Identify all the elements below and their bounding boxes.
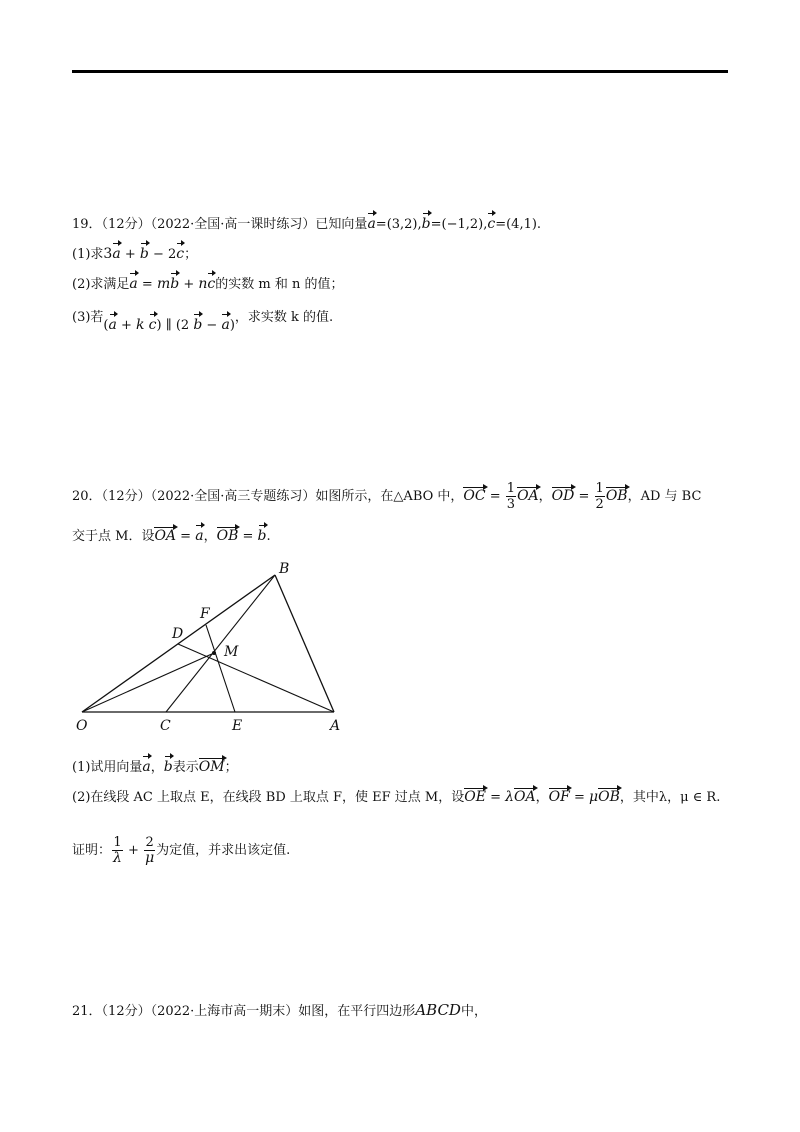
q20-part1: (1)试用向量a，b表示OM；: [72, 759, 238, 775]
label-b: B: [279, 561, 290, 577]
segment-ef: [206, 625, 235, 712]
q19-part3: (3)若(a + k c) ∥ (2 b − a)，求实数 k 的值.: [72, 310, 334, 333]
segment-ob: [82, 575, 275, 712]
label-d: D: [172, 626, 184, 642]
segment-om: [82, 653, 214, 712]
label-f: F: [200, 606, 210, 622]
label-o: O: [76, 718, 88, 734]
q21-intro: 21．（12分）（2022·上海市高一期末）如图，在平行四边形ABCD中，: [72, 1001, 487, 1019]
q19-part2: (2)求满足a = mb + nc的实数 m 和 n 的值；: [72, 276, 344, 292]
segment-ad: [178, 644, 334, 712]
point-m: [212, 651, 216, 655]
q20-part2: (2)在线段 AC 上取点 E，在线段 BD 上取点 F，使 EF 过点 M，设OE = λOA，OF = μOB，其中λ，μ ∈ R.: [72, 789, 721, 805]
segment-bc: [166, 575, 275, 712]
label-a: A: [330, 718, 341, 734]
segment-ab: [275, 575, 334, 712]
triangle-diagram: [72, 558, 372, 738]
label-m: M: [224, 644, 239, 660]
q19-part1: (1)求3a + b − 2c；: [72, 246, 198, 262]
q20-proof: 证明： $\frac{1}{\lambda}$ + $\frac{2}{\mu}$ 为定值，并求出该定值.: [72, 835, 291, 866]
label-c: C: [160, 718, 171, 734]
header-rule: [72, 70, 728, 73]
q19-intro: 19．（12分）（2022·全国·高一课时练习）已知向量a=(3,2),b=(−1,2),c=(4,1).: [72, 216, 542, 232]
q20-intro: 20．（12分）（2022·全国·高三专题练习）如图所示，在△ABO 中，OC = $\frac{1}{3}$ OA，OD = $\frac{1}{2}$ OB，AD 与 BC: [72, 481, 702, 512]
q20-line2: 交于点 M．设OA = a，OB = b.: [72, 528, 271, 544]
label-e: E: [232, 718, 243, 734]
